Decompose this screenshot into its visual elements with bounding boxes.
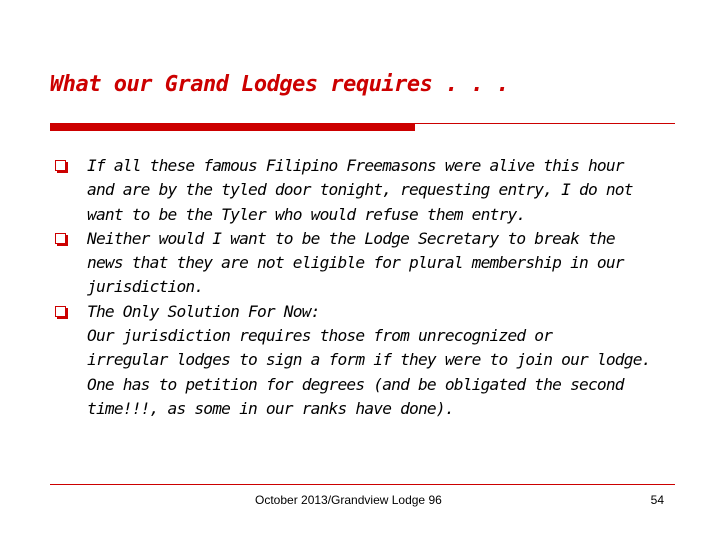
footer-divider <box>50 484 675 485</box>
bullet-text: The Only Solution For Now: Our jurisdiction requires those from unrecognized or irregular lodges to sign a form if they were to join our lodge. One has to petition for degrees (and be obligated the second time!!!, as some in our ranks have done). <box>87 301 651 418</box>
bullet-item <box>55 300 675 421</box>
bullet-text: Neither would I want to be the Lodge Secretary to break the news that they are not eligible for plural membership in our jurisdiction. <box>87 228 624 297</box>
bullet-text: If all these famous Filipino Freemasons were alive this hour and are by the tyled door tonight, requesting entry, I do not want to be the Tyler who would refuse them entry. <box>87 156 633 224</box>
bullet-item <box>55 154 675 227</box>
checkbox-bullet-icon <box>55 160 66 171</box>
bullet-item <box>55 227 675 300</box>
footer-caption: October 2013/Grandview Lodge 96 <box>255 493 442 507</box>
page-number: 54 <box>650 493 664 507</box>
checkbox-bullet-icon <box>55 233 66 244</box>
title-underline-thin <box>50 123 675 124</box>
checkbox-bullet-icon <box>55 306 66 317</box>
bullet-list <box>55 154 675 421</box>
title-underline-thick <box>50 123 415 131</box>
slide-title: What our Grand Lodges requires . . . <box>50 72 509 97</box>
